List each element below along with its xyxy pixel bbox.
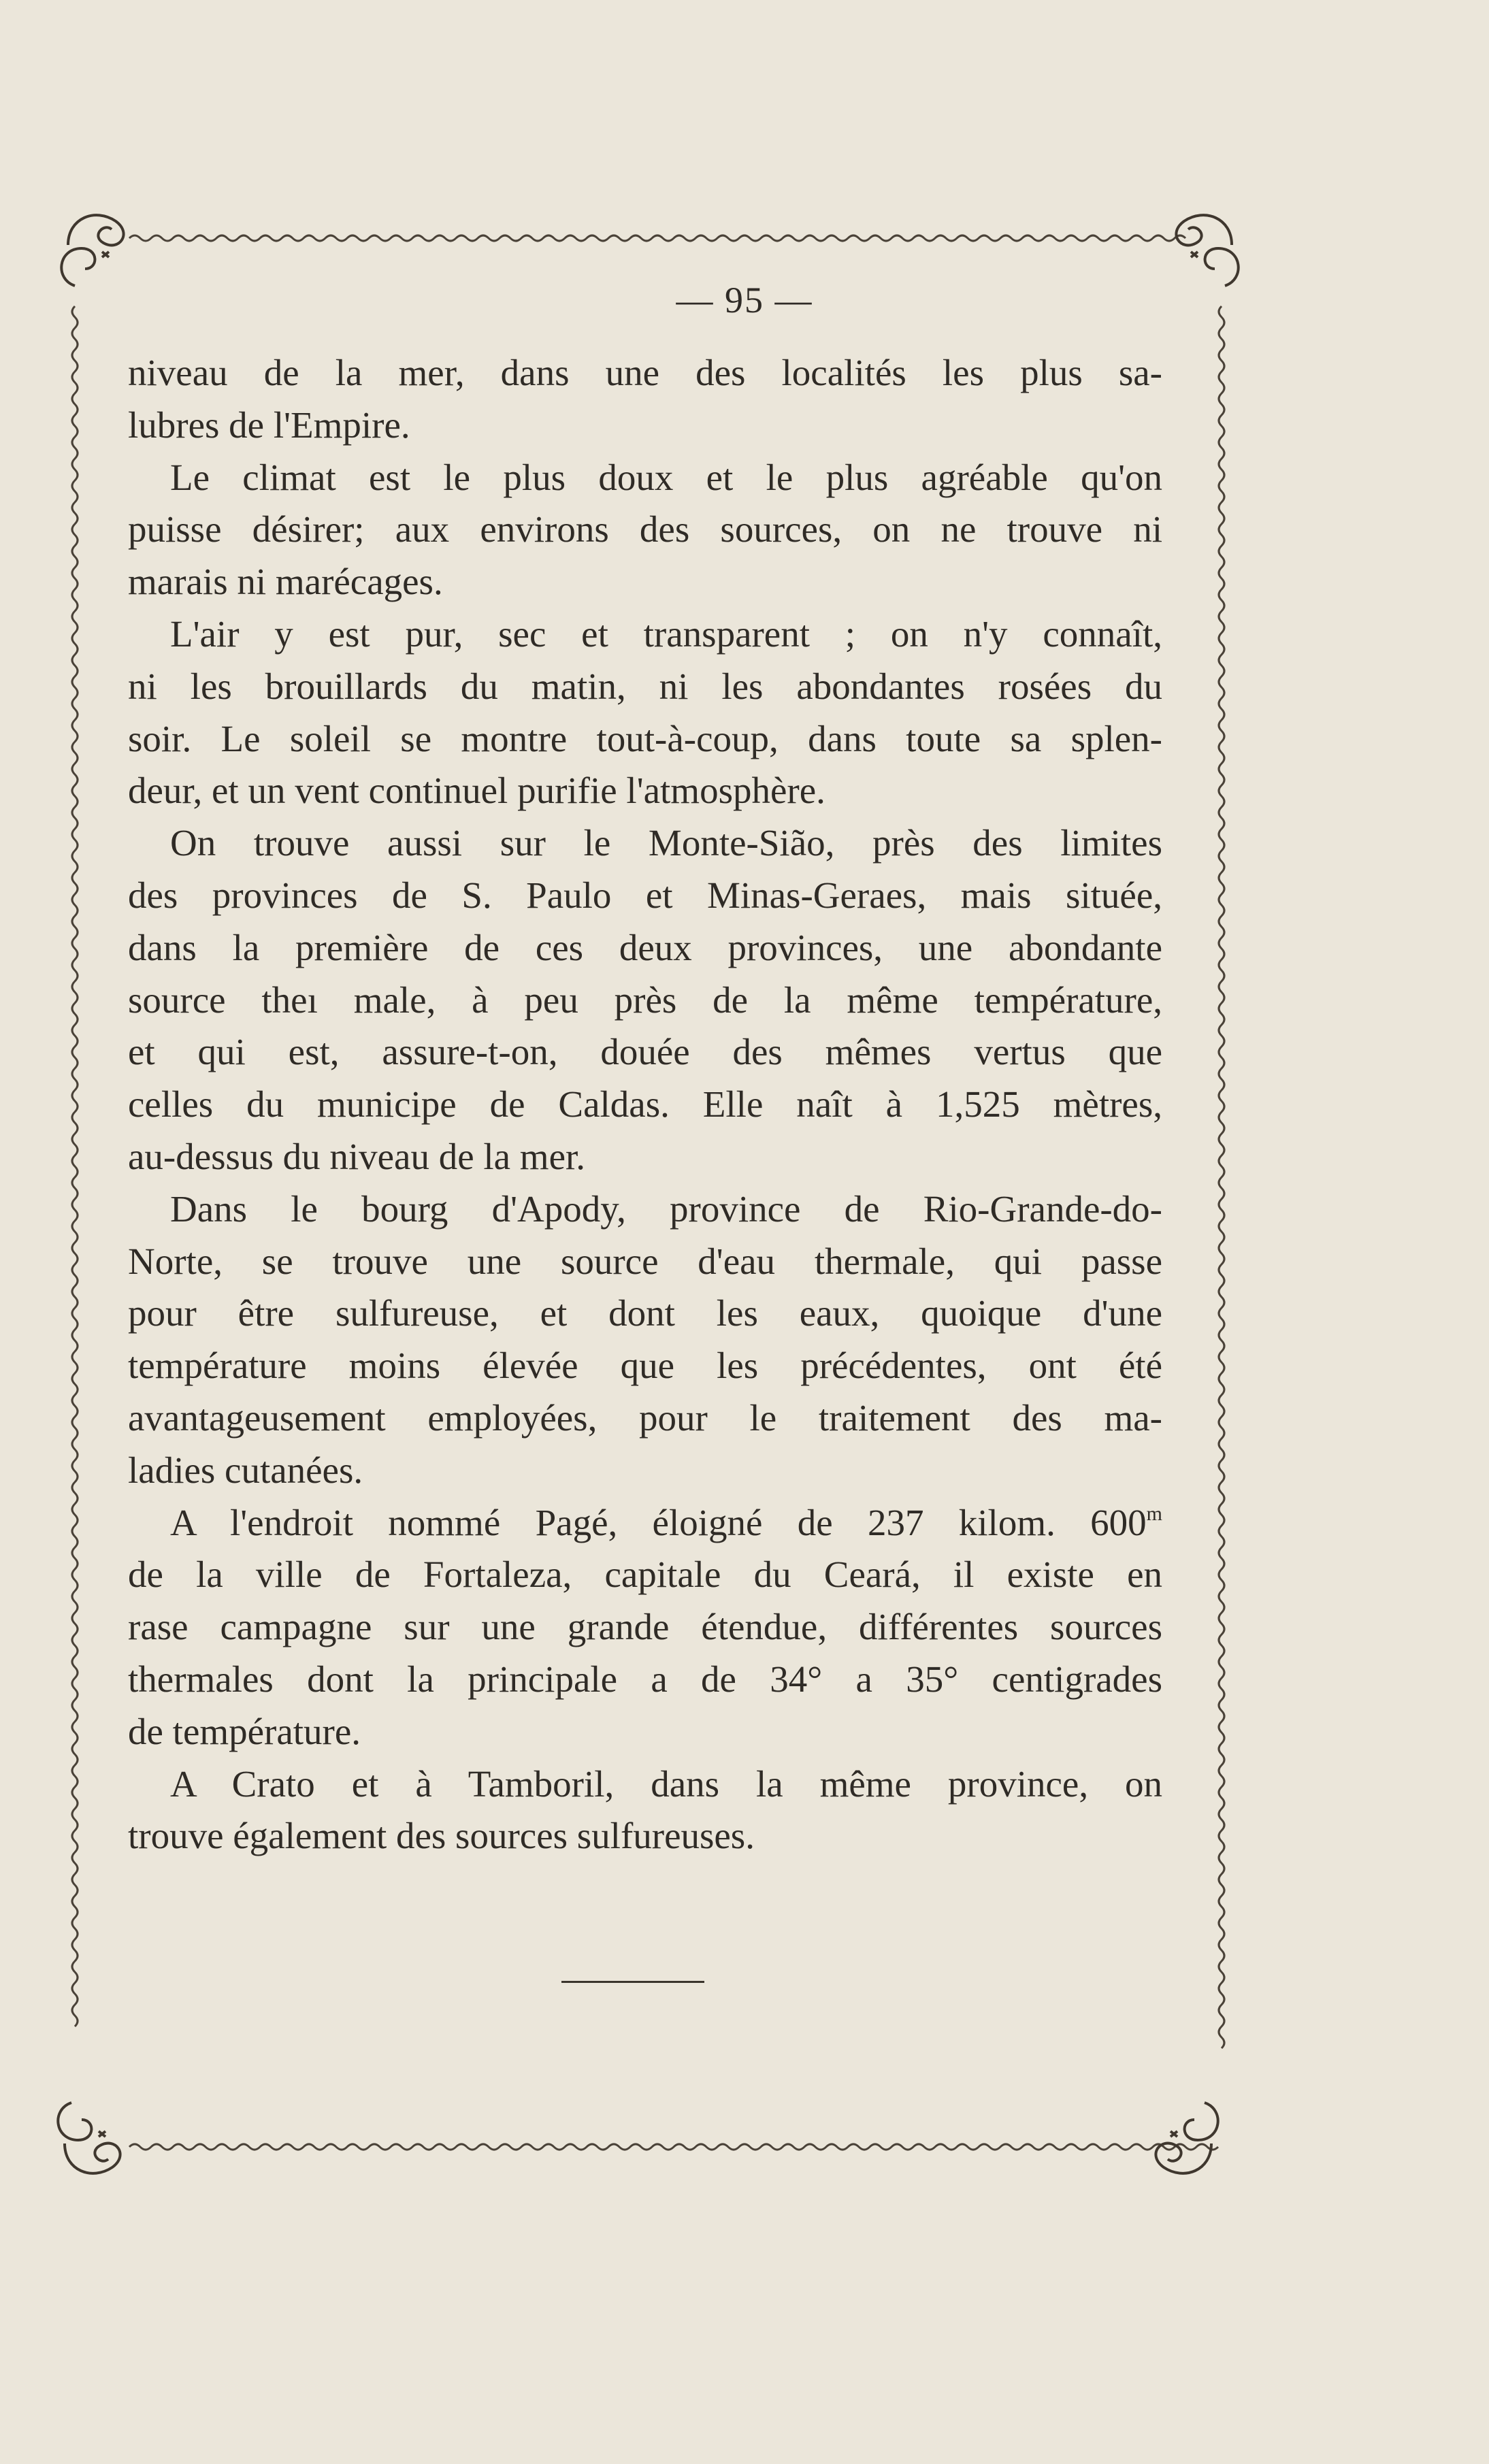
paragraph <box>128 1758 1162 1863</box>
text-line: A Crato et à Tamboril, dans la même province, on <box>170 1762 1162 1805</box>
text-line: température moins élevée que les précédentes, ont été <box>128 1345 1162 1387</box>
text-line: Dans le bourg d'Apody, province de Rio-Grande-do- <box>170 1187 1162 1230</box>
body-text <box>128 347 1162 1862</box>
corner-ornament-bottom-left-icon <box>58 2103 120 2173</box>
paragraph <box>128 817 1162 1183</box>
text-line: trouve également des sources sulfureuses. <box>128 1815 755 1857</box>
text-line: marais ni marécages. <box>128 561 443 603</box>
text-line: ladies cutanées. <box>128 1449 363 1491</box>
bottom-border <box>129 2144 1218 2150</box>
left-border <box>72 306 78 2026</box>
paragraph <box>128 608 1162 817</box>
text-line: source theı male, à peu près de la même température, <box>128 979 1162 1021</box>
end-rule <box>561 1981 704 1983</box>
unit-superscript: m <box>1146 1502 1162 1525</box>
paragraph <box>128 1497 1162 1758</box>
paragraph <box>128 1183 1162 1497</box>
text-line: de la ville de Fortaleza, capitale du Ceará, il existe en <box>128 1554 1162 1596</box>
text-line: puisse désirer; aux environs des sources, on ne trouve ni <box>128 508 1162 551</box>
text-line <box>128 1497 1162 1549</box>
text-line: rase campagne sur une grande étendue, différentes sources <box>128 1606 1162 1648</box>
text-line: lubres de l'Empire. <box>128 404 410 446</box>
text-line: des provinces de S. Paulo et Minas-Geraes, mais située, <box>128 874 1162 916</box>
corner-ornament-top-right-icon <box>1176 215 1238 286</box>
text-line: On trouve aussi sur le Monte-Sião, près des limites <box>170 822 1162 864</box>
text-line: avantageusement employées, pour le traitement des ma- <box>128 1396 1162 1439</box>
paragraph <box>128 452 1162 608</box>
text-line: thermales dont la principale a de 34° a 35° centigrades <box>128 1658 1162 1700</box>
text-line: L'air y est pur, sec et transparent ; on n'y connaît, <box>170 612 1162 655</box>
right-border <box>1219 306 1224 2048</box>
text-line: niveau de la mer, dans une des localités les plus sa- <box>128 352 1162 393</box>
text-line: soir. Le soleil se montre tout-à-coup, dans toute sa splen- <box>128 717 1162 759</box>
text-line-content: A l'endroit nommé Pagé, éloigné de 237 kilom. 600 <box>170 1501 1147 1543</box>
corner-ornament-bottom-right-icon <box>1156 2103 1217 2173</box>
page-number: — 95 — <box>676 280 813 321</box>
text-line: dans la première de ces deux provinces, une abondante <box>128 926 1162 968</box>
text-line: Norte, se trouve une source d'eau thermale, qui passe <box>128 1240 1162 1282</box>
paragraph <box>128 347 1162 452</box>
text-line: ni les brouillards du matin, ni les abondantes rosées du <box>128 665 1162 707</box>
text-line: Le climat est le plus doux et le plus agréable qu'on <box>170 456 1162 498</box>
text-line: de température. <box>128 1710 361 1752</box>
text-line: au-dessus du niveau de la mer. <box>128 1135 586 1177</box>
text-line: deur, et un vent continuel purifie l'atmosphère. <box>128 770 825 812</box>
corner-ornament-top-left-icon <box>61 215 123 286</box>
text-line: et qui est, assure-t-on, douée des mêmes vertus que <box>128 1031 1162 1073</box>
top-border <box>129 235 1185 241</box>
text-line: pour être sulfureuse, et dont les eaux, quoique d'une <box>128 1292 1162 1334</box>
text-line: celles du municipe de Caldas. Elle naît à 1,525 mètres, <box>128 1083 1162 1126</box>
